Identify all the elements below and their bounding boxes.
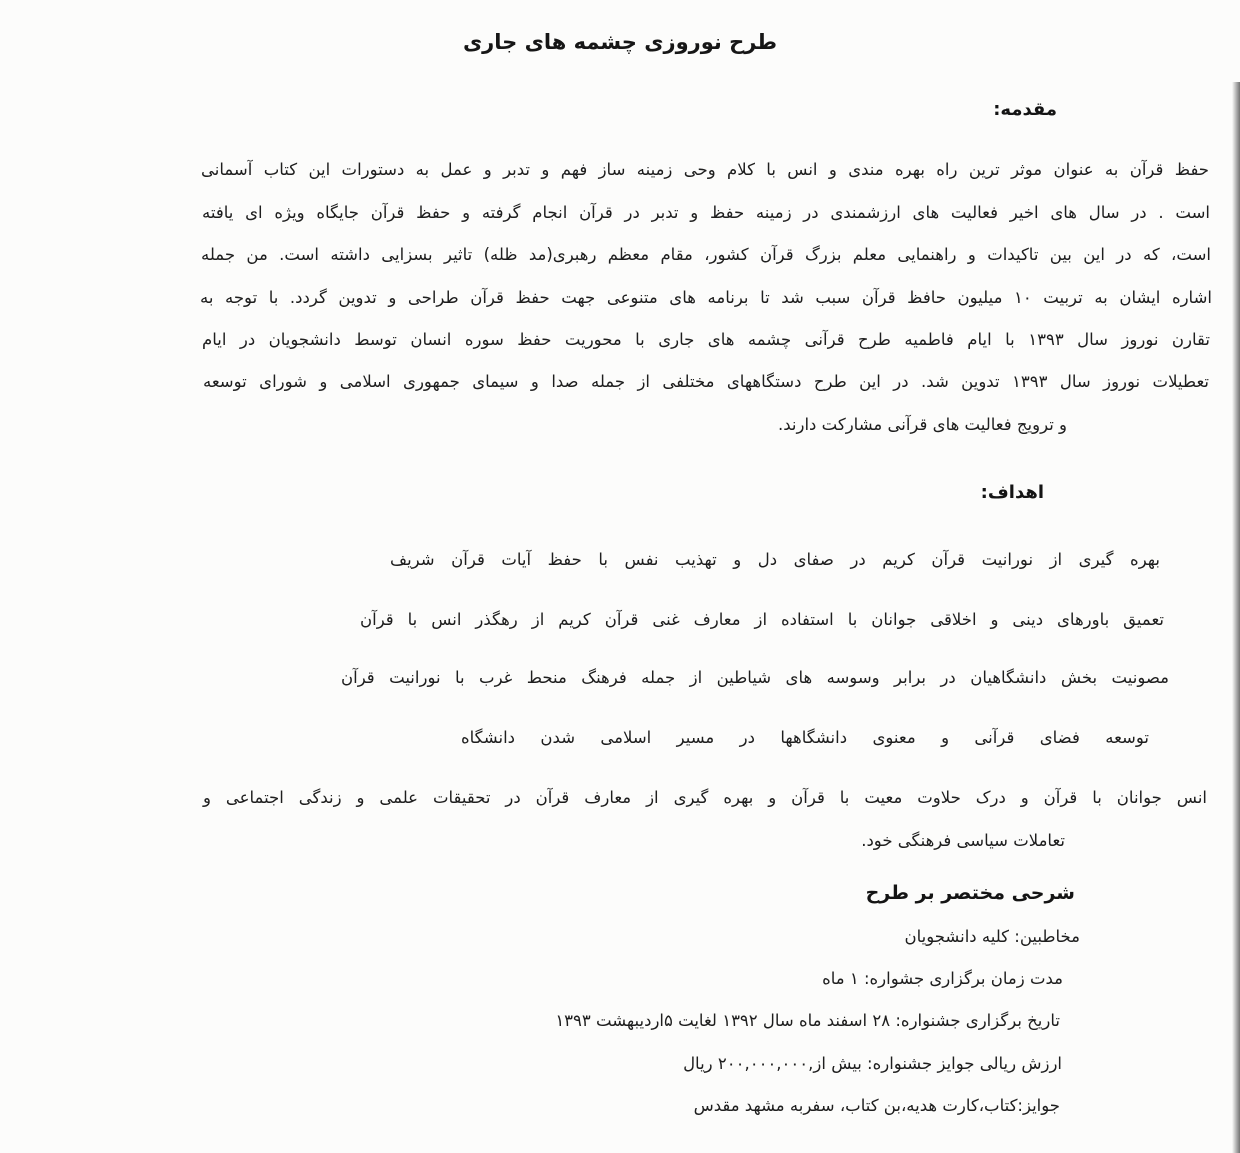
goal-item: مصونیت بخش دانشگاهیان در برابر وسوسه های شیاطین از جمله فرهنگ منحط غرب با نورانیت قرآن: [341, 668, 1169, 687]
intro-heading: مقدمه:: [993, 99, 1057, 120]
goal-item: انس جوانان با قرآن و درک حلاوت معیت با قرآن و بهره گیری از معارف قرآن در تحقیقات علمی و زندگی اجتماعی و: [203, 788, 1207, 807]
scan-right-edge-artifact: [1232, 82, 1240, 1153]
goal-item-continuation: تعاملات سیاسی فرهنگی خود.: [861, 831, 1065, 850]
intro-line: حفظ قرآن به عنوان موثر ترین راه بهره مندی و انس با کلام وحی زمینه ساز فهم و تدبر و عمل به دستورات این کتاب آسمانی: [201, 160, 1209, 179]
intro-line: و ترویج فعالیت های قرآنی مشارکت دارند.: [778, 415, 1067, 434]
brief-line-dates: تاریخ برگزاری جشنواره: ۲۸ اسفند ماه سال ۱۳۹۲ لغایت ۵اردیبهشت ۱۳۹۳: [555, 1011, 1060, 1030]
intro-line: است، که در این بین تاکیدات و راهنمایی معلم بزرگ قرآن کشور، مقام معظم رهبری(مد ظله) تاثیر بسزایی داشته است. من جمله: [201, 245, 1211, 264]
brief-heading: شرحی مختصر بر طرح: [865, 882, 1075, 904]
brief-line-duration: مدت زمان برگزاری جشواره: ۱ ماه: [822, 969, 1063, 988]
brief-line-prize-value: ارزش ریالی جوایز جشنواره: بیش از,۲۰۰,۰۰۰,۰۰۰ ریال: [683, 1054, 1062, 1073]
goals-heading: اهداف:: [980, 482, 1044, 503]
goal-item: بهره گیری از نورانیت قرآن کریم در صفای دل و تهذیب نفس با حفظ آیات قرآن شریف: [390, 550, 1160, 569]
brief-line-audience: مخاطبین: کلیه دانشجویان: [904, 927, 1080, 946]
intro-line: تعطیلات نوروز سال ۱۳۹۳ تدوین شد. در این طرح دستگاههای مختلفی از جمله صدا و سیمای جمهوری اسلامی و شورای توسعه: [203, 372, 1210, 391]
intro-line: است . در سال های اخیر فعالیت های ارزشمندی در زمینه حفظ و تدبر در قرآن انجام گرفته و حفظ قرآن جایگاه ویژه ای یافته: [202, 203, 1210, 222]
brief-line-prizes: جوایز:کتاب،کارت هدیه،بن کتاب، سفربه مشهد مقدس: [693, 1096, 1060, 1115]
intro-line: تقارن نوروز سال ۱۳۹۳ با ایام فاطمیه طرح قرآنی چشمه های جاری با محوریت حفظ سوره انسان توسط دانشجویان در ایام: [202, 330, 1210, 349]
goal-item: تعمیق باورهای دینی و اخلاقی جوانان با استفاده از معارف غنی قرآن کریم از رهگذر انس با قرآن: [360, 610, 1164, 629]
document-title: طرح نوروزی چشمه های جاری: [462, 30, 778, 54]
goal-item: توسعه فضای قرآنی و معنوی دانشگاهها در مسیر اسلامی شدن دانشگاه: [461, 728, 1149, 747]
intro-line: اشاره ایشان به تربیت ۱۰ میلیون حافظ قرآن سبب شد تا برنامه های متنوعی جهت حفظ قرآن طراحی و تدوین گردد. با توجه به: [200, 288, 1212, 307]
